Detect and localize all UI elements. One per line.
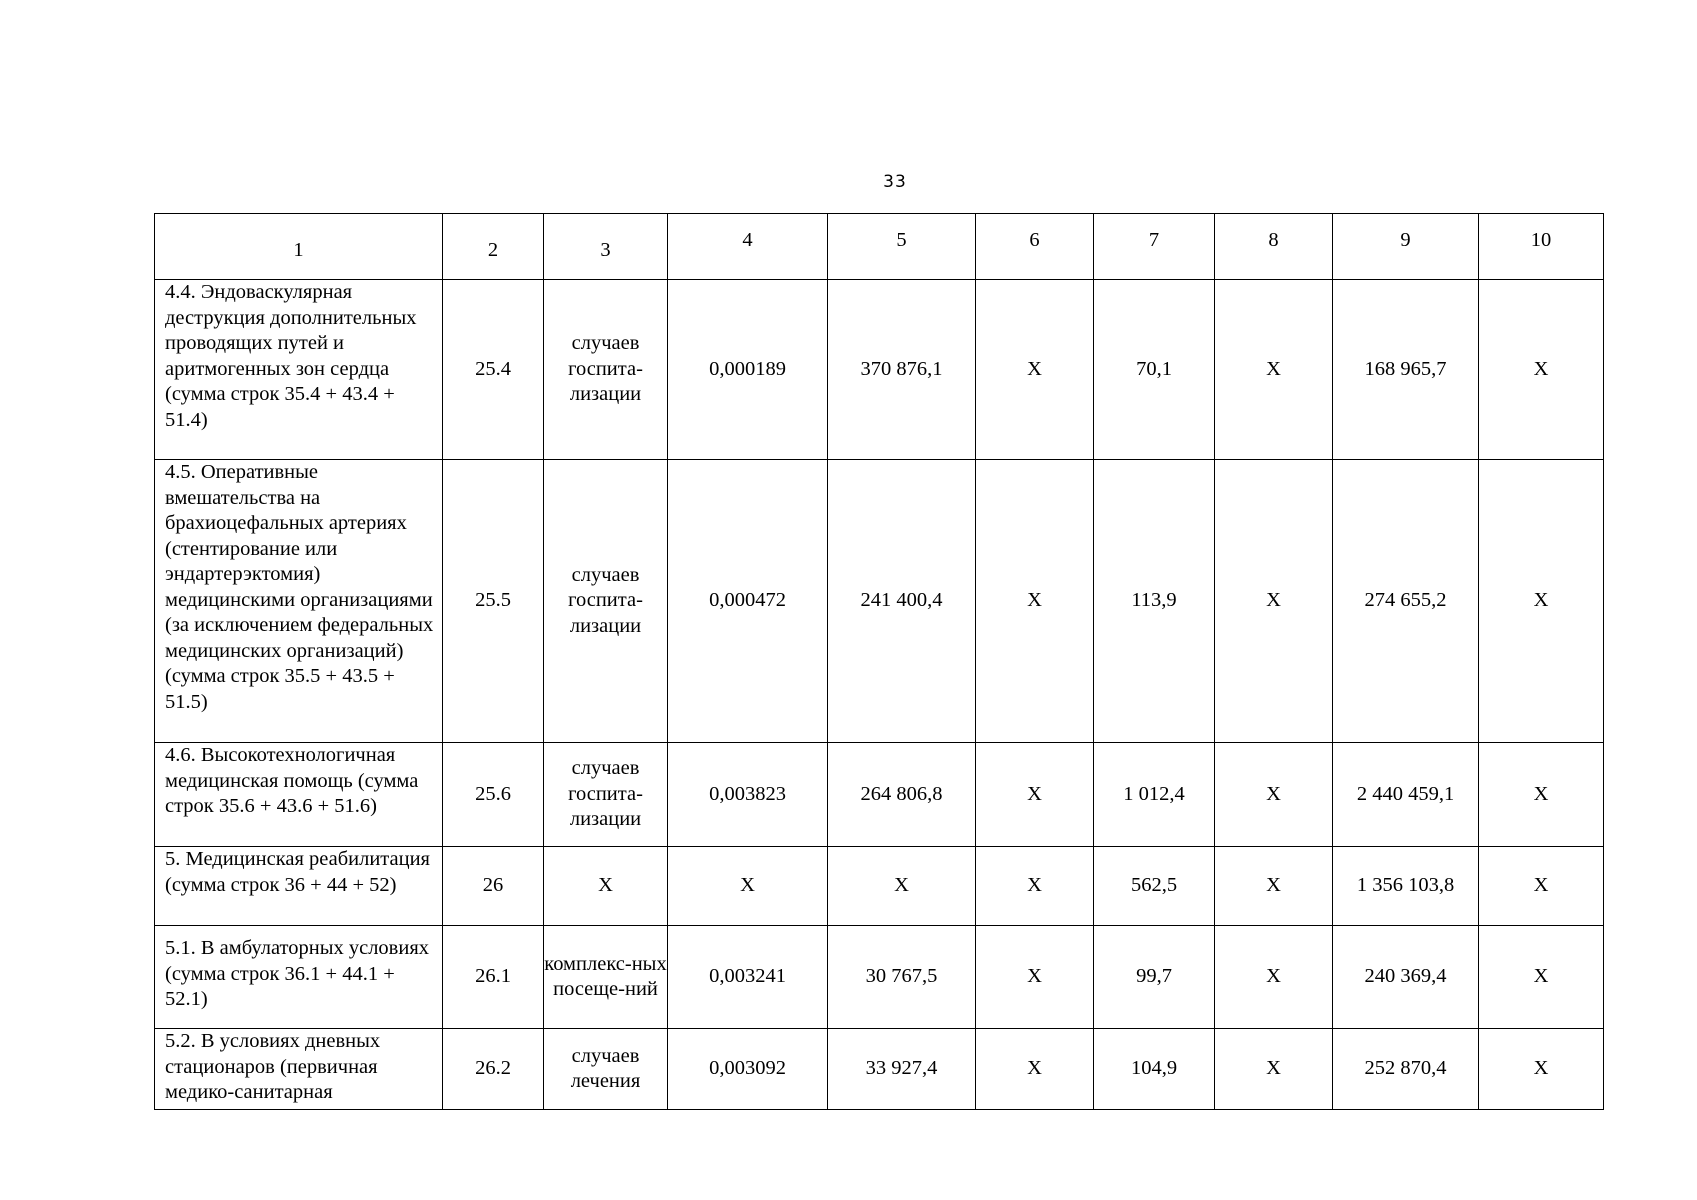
row-col-10: Х (1479, 743, 1604, 847)
header-cell-3: 3 (544, 214, 668, 280)
row-col-5: 30 767,5 (828, 926, 976, 1029)
row-col-7: 104,9 (1094, 1029, 1215, 1110)
table-row (155, 743, 1604, 847)
row-code: 26.1 (443, 926, 544, 1029)
row-col-4: 0,003823 (668, 743, 828, 847)
header-cell-4: 4 (668, 214, 828, 280)
table-row (155, 460, 1604, 743)
row-code: 25.6 (443, 743, 544, 847)
row-col-6: Х (976, 280, 1094, 460)
header-cell-10: 10 (1479, 214, 1604, 280)
row-col-4: 0,003092 (668, 1029, 828, 1110)
row-code: 25.4 (443, 280, 544, 460)
row-col-9: 274 655,2 (1333, 460, 1479, 743)
row-col-9: 1 356 103,8 (1333, 847, 1479, 926)
row-code: 25.5 (443, 460, 544, 743)
row-col-8: Х (1215, 460, 1333, 743)
data-table (154, 213, 1604, 1110)
row-name: 4.5. Оперативные вмешательства на брахиоцефальных артериях (стентирование или эндартерэктомия) медицинскими организациями (за исключением федеральных медицинских организаций) (сумма строк 35.5 + 43.5 + 51.5) (155, 460, 443, 743)
row-col-4: 0,000189 (668, 280, 828, 460)
row-name: 4.4. Эндоваскулярная деструкция дополнительных проводящих путей и аритмогенных зон сердца (сумма строк 35.4 + 43.4 + 51.4) (155, 280, 443, 460)
row-col-10: Х (1479, 280, 1604, 460)
row-col-5: 241 400,4 (828, 460, 976, 743)
row-name: 5. Медицинская реабилитация (сумма строк 36 + 44 + 52) (155, 847, 443, 926)
row-unit: случаев лечения (544, 1029, 668, 1110)
row-col-7: 562,5 (1094, 847, 1215, 926)
row-col-4: Х (668, 847, 828, 926)
row-col-10: Х (1479, 1029, 1604, 1110)
row-col-9: 252 870,4 (1333, 1029, 1479, 1110)
header-cell-7: 7 (1094, 214, 1215, 280)
row-col-8: Х (1215, 1029, 1333, 1110)
table-row (155, 1029, 1604, 1110)
table-row (155, 280, 1604, 460)
header-cell-6: 6 (976, 214, 1094, 280)
header-cell-2: 2 (443, 214, 544, 280)
row-unit: случаев госпита-лизации (544, 280, 668, 460)
row-name: 5.2. В условиях дневных стационаров (первичная медико-санитарная (155, 1029, 443, 1110)
row-col-7: 70,1 (1094, 280, 1215, 460)
row-unit: случаев госпита-лизации (544, 460, 668, 743)
row-col-9: 2 440 459,1 (1333, 743, 1479, 847)
row-col-10: Х (1479, 847, 1604, 926)
row-col-10: Х (1479, 460, 1604, 743)
row-col-7: 113,9 (1094, 460, 1215, 743)
row-code: 26.2 (443, 1029, 544, 1110)
row-col-6: Х (976, 460, 1094, 743)
page-number: 33 (883, 172, 907, 192)
row-col-8: Х (1215, 743, 1333, 847)
row-col-10: Х (1479, 926, 1604, 1029)
row-col-6: Х (976, 926, 1094, 1029)
row-unit: Х (544, 847, 668, 926)
header-cell-5: 5 (828, 214, 976, 280)
header-cell-1: 1 (155, 214, 443, 280)
row-col-6: Х (976, 743, 1094, 847)
row-col-5: 264 806,8 (828, 743, 976, 847)
row-col-8: Х (1215, 280, 1333, 460)
header-cell-8: 8 (1215, 214, 1333, 280)
row-col-5: 370 876,1 (828, 280, 976, 460)
row-col-9: 240 369,4 (1333, 926, 1479, 1029)
row-col-8: Х (1215, 847, 1333, 926)
header-row (155, 214, 1604, 280)
row-col-9: 168 965,7 (1333, 280, 1479, 460)
header-cell-9: 9 (1333, 214, 1479, 280)
table-row (155, 847, 1604, 926)
row-unit: случаев госпита-лизации (544, 743, 668, 847)
row-name: 4.6. Высокотехнологичная медицинская помощь (сумма строк 35.6 + 43.6 + 51.6) (155, 743, 443, 847)
row-name: 5.1. В амбулаторных условиях (сумма строк 36.1 + 44.1 + 52.1) (155, 926, 443, 1029)
row-unit: комплекс-ных посеще-ний (544, 926, 668, 1029)
row-col-8: Х (1215, 926, 1333, 1029)
row-col-6: Х (976, 847, 1094, 926)
row-col-5: Х (828, 847, 976, 926)
row-col-7: 1 012,4 (1094, 743, 1215, 847)
row-col-6: Х (976, 1029, 1094, 1110)
row-col-5: 33 927,4 (828, 1029, 976, 1110)
table-row (155, 926, 1604, 1029)
row-col-7: 99,7 (1094, 926, 1215, 1029)
row-col-4: 0,003241 (668, 926, 828, 1029)
row-col-4: 0,000472 (668, 460, 828, 743)
row-code: 26 (443, 847, 544, 926)
